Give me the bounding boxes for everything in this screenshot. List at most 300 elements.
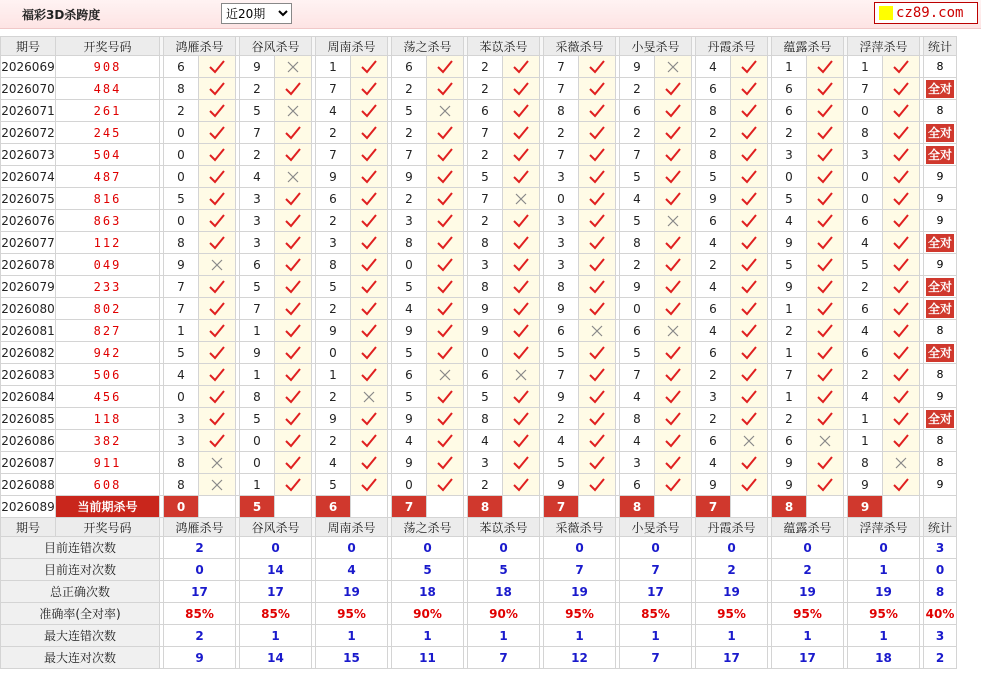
draw-number-cell: 911 [56, 452, 160, 474]
current-kill-number: 7 [544, 496, 579, 518]
cross-icon [655, 320, 692, 342]
kill-number-cell: 4 [316, 100, 351, 122]
kill-number-cell: 7 [772, 364, 807, 386]
stats-value: 9 [164, 647, 236, 669]
col-header-expert[interactable]: 荡之杀号 [392, 518, 464, 537]
kill-number-cell: 9 [696, 474, 731, 496]
stats-value: 1 [620, 625, 692, 647]
kill-number-cell: 1 [772, 386, 807, 408]
kill-number-cell: 3 [544, 166, 579, 188]
check-icon [275, 364, 312, 386]
kill-number-cell: 4 [620, 188, 655, 210]
site-logo[interactable] [874, 2, 978, 24]
kill-number-cell: 2 [316, 430, 351, 452]
kill-number-cell: 6 [848, 210, 883, 232]
kill-number-cell: 4 [696, 276, 731, 298]
kill-number-cell: 0 [164, 210, 199, 232]
current-kill-number: 9 [848, 496, 883, 518]
kill-number-cell: 7 [316, 144, 351, 166]
kill-number-cell: 4 [696, 452, 731, 474]
draw-number-cell: 816 [56, 188, 160, 210]
kill-number-cell: 6 [620, 320, 655, 342]
stats-value: 1 [696, 625, 768, 647]
period-cell: 2026081 [1, 320, 56, 342]
check-icon [351, 78, 388, 100]
col-header-period: 期号 [1, 37, 56, 56]
kill-number-cell: 6 [164, 56, 199, 78]
check-icon [883, 320, 920, 342]
kill-number-cell: 4 [620, 386, 655, 408]
check-icon [883, 474, 920, 496]
check-icon [807, 452, 844, 474]
table-row [1, 188, 957, 210]
check-icon [427, 78, 464, 100]
kill-number-cell: 7 [620, 144, 655, 166]
col-header-expert[interactable]: 采薇杀号 [544, 518, 616, 537]
kill-number-cell: 7 [468, 188, 503, 210]
draw-number-cell: 487 [56, 166, 160, 188]
kill-number-cell: 2 [392, 188, 427, 210]
period-cell: 2026072 [1, 122, 56, 144]
stats-label: 目前连错次数 [1, 537, 160, 559]
check-icon [579, 188, 616, 210]
kill-number-cell: 0 [772, 166, 807, 188]
check-icon [883, 166, 920, 188]
all-correct-badge: 全对 [927, 411, 952, 426]
kill-number-cell: 2 [468, 78, 503, 100]
kill-number-cell: 1 [848, 430, 883, 452]
kill-number-cell: 9 [468, 320, 503, 342]
check-icon [655, 188, 692, 210]
kill-number-cell: 3 [392, 210, 427, 232]
check-icon [731, 276, 768, 298]
col-header-expert[interactable]: 浮萍杀号 [848, 518, 920, 537]
check-icon [503, 452, 540, 474]
cross-icon [655, 210, 692, 232]
kill-number-cell: 5 [772, 188, 807, 210]
period-cell: 2026079 [1, 276, 56, 298]
kill-number-cell: 2 [544, 122, 579, 144]
period-cell: 2026071 [1, 100, 56, 122]
kill-number-cell: 5 [316, 276, 351, 298]
check-icon [199, 166, 236, 188]
kill-number-cell: 6 [696, 342, 731, 364]
check-icon [807, 188, 844, 210]
check-icon [579, 254, 616, 276]
kill-number-cell: 8 [620, 408, 655, 430]
col-header-stat: 统计 [924, 37, 957, 56]
kill-number-cell: 9 [240, 56, 275, 78]
all-correct-badge: 全对 [927, 345, 952, 360]
kill-number-cell: 7 [620, 364, 655, 386]
cross-icon [427, 100, 464, 122]
check-icon [427, 188, 464, 210]
kill-number-cell: 8 [164, 78, 199, 100]
check-icon [807, 100, 844, 122]
kill-number-cell: 7 [392, 144, 427, 166]
check-icon [503, 386, 540, 408]
kill-number-cell: 7 [544, 364, 579, 386]
check-icon [731, 188, 768, 210]
kill-number-cell: 4 [772, 210, 807, 232]
check-icon [503, 100, 540, 122]
stats-value: 90% [468, 603, 540, 625]
period-cell: 2026077 [1, 232, 56, 254]
col-header-expert[interactable]: 周南杀号 [316, 37, 388, 56]
check-icon [351, 232, 388, 254]
stats-value: 14 [240, 559, 312, 581]
check-icon [655, 408, 692, 430]
col-header-expert[interactable]: 浮萍杀号 [848, 37, 920, 56]
stat-cell [924, 298, 957, 320]
stats-total: 0 [924, 559, 957, 581]
kill-number-cell: 4 [392, 430, 427, 452]
check-icon [807, 298, 844, 320]
period-cell: 2026082 [1, 342, 56, 364]
col-header-expert[interactable]: 谷风杀号 [240, 37, 312, 56]
check-icon [655, 298, 692, 320]
col-header-expert[interactable]: 蕴露杀号 [772, 518, 844, 537]
check-icon [731, 452, 768, 474]
table-row [1, 474, 957, 496]
current-kill-blank [199, 496, 236, 518]
check-icon [731, 210, 768, 232]
stat-cell: 9 [924, 210, 957, 232]
check-icon [807, 320, 844, 342]
kill-number-cell: 2 [848, 364, 883, 386]
table-row [1, 276, 957, 298]
col-header-expert[interactable]: 苯苡杀号 [468, 518, 540, 537]
check-icon [503, 408, 540, 430]
draw-number-cell: 382 [56, 430, 160, 452]
check-icon [883, 210, 920, 232]
check-icon [351, 122, 388, 144]
kill-number-cell: 2 [468, 144, 503, 166]
stats-value: 17 [164, 581, 236, 603]
check-icon [275, 144, 312, 166]
check-icon [883, 254, 920, 276]
check-icon [731, 56, 768, 78]
kill-number-cell: 6 [772, 78, 807, 100]
kill-number-cell: 3 [772, 144, 807, 166]
cross-icon [199, 452, 236, 474]
check-icon [351, 276, 388, 298]
period-cell: 2026084 [1, 386, 56, 408]
col-header-expert[interactable]: 鸿雁杀号 [164, 518, 236, 537]
check-icon [807, 122, 844, 144]
kill-number-cell: 2 [620, 78, 655, 100]
kill-number-cell: 1 [772, 298, 807, 320]
range-select[interactable] [221, 3, 292, 24]
check-icon [427, 144, 464, 166]
kill-number-cell: 6 [772, 430, 807, 452]
stat-cell: 8 [924, 100, 957, 122]
current-kill-blank [275, 496, 312, 518]
check-icon [199, 298, 236, 320]
stats-value: 11 [392, 647, 464, 669]
kill-number-cell: 9 [164, 254, 199, 276]
check-icon [275, 254, 312, 276]
period-cell: 2026073 [1, 144, 56, 166]
all-correct-badge: 全对 [927, 279, 952, 294]
kill-number-cell: 6 [696, 298, 731, 320]
current-period-row [1, 496, 957, 518]
kill-number-cell: 8 [544, 276, 579, 298]
col-header-period: 期号 [1, 518, 56, 537]
stat-cell [924, 232, 957, 254]
kill-number-cell: 4 [392, 298, 427, 320]
kill-number-cell: 9 [316, 320, 351, 342]
period-cell: 2026076 [1, 210, 56, 232]
kill-number-cell: 1 [848, 56, 883, 78]
check-icon [655, 474, 692, 496]
check-icon [807, 342, 844, 364]
check-icon [427, 474, 464, 496]
table-row [1, 364, 957, 386]
cross-icon [275, 56, 312, 78]
stats-label: 总正确次数 [1, 581, 160, 603]
kill-number-cell: 8 [164, 452, 199, 474]
stats-value: 7 [620, 647, 692, 669]
logo-square-icon [879, 6, 893, 20]
stats-row [1, 537, 957, 559]
current-kill-blank [427, 496, 464, 518]
check-icon [579, 78, 616, 100]
kill-number-cell: 6 [392, 56, 427, 78]
current-kill-number: 0 [164, 496, 199, 518]
check-icon [427, 122, 464, 144]
check-icon [351, 364, 388, 386]
check-icon [579, 166, 616, 188]
header-row [1, 37, 957, 56]
kill-number-cell: 5 [240, 276, 275, 298]
check-icon [731, 342, 768, 364]
col-header-expert[interactable]: 周南杀号 [316, 518, 388, 537]
stats-total: 40% [924, 603, 957, 625]
stats-value: 0 [316, 537, 388, 559]
col-header-expert[interactable]: 丹霞杀号 [696, 518, 768, 537]
check-icon [427, 56, 464, 78]
period-cell: 2026085 [1, 408, 56, 430]
kill-number-cell: 5 [620, 166, 655, 188]
check-icon [579, 452, 616, 474]
kill-number-cell: 3 [240, 188, 275, 210]
check-icon [883, 364, 920, 386]
stat-cell [924, 276, 957, 298]
current-kill-blank [807, 496, 844, 518]
kill-number-cell: 6 [468, 364, 503, 386]
stats-value: 19 [772, 581, 844, 603]
col-header-expert[interactable]: 小旻杀号 [620, 37, 692, 56]
check-icon [807, 166, 844, 188]
stats-value: 17 [772, 647, 844, 669]
stats-value: 5 [392, 559, 464, 581]
stats-value: 0 [620, 537, 692, 559]
kill-number-cell: 2 [696, 408, 731, 430]
cross-icon [579, 320, 616, 342]
check-icon [883, 122, 920, 144]
kill-number-cell: 3 [468, 452, 503, 474]
current-kill-blank [883, 496, 920, 518]
check-icon [427, 298, 464, 320]
stats-value: 19 [848, 581, 920, 603]
check-icon [275, 276, 312, 298]
table-row [1, 100, 957, 122]
kill-number-cell: 0 [164, 144, 199, 166]
check-icon [655, 144, 692, 166]
check-icon [731, 254, 768, 276]
kill-number-cell: 0 [468, 342, 503, 364]
check-icon [883, 144, 920, 166]
table-row [1, 166, 957, 188]
check-icon [655, 276, 692, 298]
logo-text: cz89.com [896, 5, 964, 21]
check-icon [655, 430, 692, 452]
check-icon [655, 386, 692, 408]
kill-number-cell: 8 [316, 254, 351, 276]
draw-number-cell: 504 [56, 144, 160, 166]
check-icon [199, 386, 236, 408]
stats-value: 4 [316, 559, 388, 581]
check-icon [351, 100, 388, 122]
check-icon [731, 364, 768, 386]
kill-number-cell: 5 [848, 254, 883, 276]
col-header-expert[interactable]: 荡之杀号 [392, 37, 464, 56]
kill-number-cell: 6 [240, 254, 275, 276]
stat-cell [924, 342, 957, 364]
col-header-expert[interactable]: 鸿雁杀号 [164, 37, 236, 56]
check-icon [807, 276, 844, 298]
check-icon [655, 232, 692, 254]
all-correct-badge: 全对 [927, 81, 952, 96]
col-header-expert[interactable]: 小旻杀号 [620, 518, 692, 537]
stat-cell: 8 [924, 56, 957, 78]
stats-value: 18 [468, 581, 540, 603]
check-icon [503, 474, 540, 496]
kill-number-cell: 5 [392, 386, 427, 408]
check-icon [579, 364, 616, 386]
stat-cell: 9 [924, 166, 957, 188]
check-icon [275, 78, 312, 100]
draw-number-cell: 112 [56, 232, 160, 254]
kill-number-cell: 5 [316, 474, 351, 496]
kill-number-cell: 4 [620, 430, 655, 452]
stats-value: 18 [392, 581, 464, 603]
check-icon [807, 386, 844, 408]
kill-number-cell: 9 [240, 342, 275, 364]
kill-number-cell: 7 [164, 298, 199, 320]
check-icon [579, 100, 616, 122]
check-icon [883, 342, 920, 364]
table-row [1, 144, 957, 166]
stats-value: 2 [772, 559, 844, 581]
check-icon [731, 298, 768, 320]
kill-number-cell: 4 [848, 320, 883, 342]
stats-value: 1 [468, 625, 540, 647]
kill-number-cell: 8 [468, 232, 503, 254]
kill-number-cell: 2 [848, 276, 883, 298]
kill-number-cell: 2 [620, 122, 655, 144]
table-row [1, 408, 957, 430]
stats-value: 1 [544, 625, 616, 647]
check-icon [275, 210, 312, 232]
stats-value: 0 [772, 537, 844, 559]
kill-number-cell: 8 [164, 474, 199, 496]
kill-number-cell: 0 [316, 342, 351, 364]
kill-number-cell: 5 [620, 342, 655, 364]
check-icon [807, 408, 844, 430]
col-header-expert[interactable]: 采薇杀号 [544, 37, 616, 56]
kill-number-cell: 2 [772, 122, 807, 144]
kill-number-cell: 9 [772, 232, 807, 254]
check-icon [579, 342, 616, 364]
stats-value: 95% [696, 603, 768, 625]
kill-number-cell: 9 [772, 452, 807, 474]
check-icon [351, 430, 388, 452]
kill-number-cell: 7 [544, 56, 579, 78]
col-header-expert[interactable]: 丹霞杀号 [696, 37, 768, 56]
col-header-expert[interactable]: 蕴露杀号 [772, 37, 844, 56]
check-icon [199, 188, 236, 210]
kill-number-cell: 9 [392, 166, 427, 188]
draw-number-cell: 049 [56, 254, 160, 276]
table-row [1, 254, 957, 276]
stats-value: 95% [544, 603, 616, 625]
check-icon [275, 232, 312, 254]
kill-number-cell: 4 [848, 386, 883, 408]
kill-number-cell: 6 [392, 364, 427, 386]
kill-number-cell: 9 [392, 320, 427, 342]
check-icon [731, 144, 768, 166]
stat-cell [924, 408, 957, 430]
kill-number-cell: 5 [620, 210, 655, 232]
check-icon [731, 232, 768, 254]
stats-value: 15 [316, 647, 388, 669]
stats-total: 8 [924, 581, 957, 603]
kill-number-cell: 7 [544, 78, 579, 100]
kill-number-cell: 8 [620, 232, 655, 254]
cross-icon [199, 474, 236, 496]
col-header-expert[interactable]: 苯苡杀号 [468, 37, 540, 56]
check-icon [427, 320, 464, 342]
check-icon [427, 254, 464, 276]
kill-number-cell: 8 [848, 452, 883, 474]
check-icon [427, 276, 464, 298]
kill-number-cell: 0 [164, 122, 199, 144]
kill-number-cell: 0 [620, 298, 655, 320]
draw-number-cell: 827 [56, 320, 160, 342]
kill-number-cell: 9 [544, 474, 579, 496]
kill-table [0, 36, 957, 669]
check-icon [731, 122, 768, 144]
kill-number-cell: 6 [772, 100, 807, 122]
stats-value: 5 [468, 559, 540, 581]
col-header-expert[interactable]: 谷风杀号 [240, 518, 312, 537]
check-icon [275, 408, 312, 430]
kill-number-cell: 1 [316, 56, 351, 78]
kill-number-cell: 3 [240, 210, 275, 232]
check-icon [351, 320, 388, 342]
check-icon [275, 342, 312, 364]
check-icon [351, 188, 388, 210]
check-icon [883, 188, 920, 210]
check-icon [731, 78, 768, 100]
stat-cell: 9 [924, 474, 957, 496]
check-icon [275, 320, 312, 342]
check-icon [199, 320, 236, 342]
check-icon [731, 320, 768, 342]
check-icon [351, 166, 388, 188]
